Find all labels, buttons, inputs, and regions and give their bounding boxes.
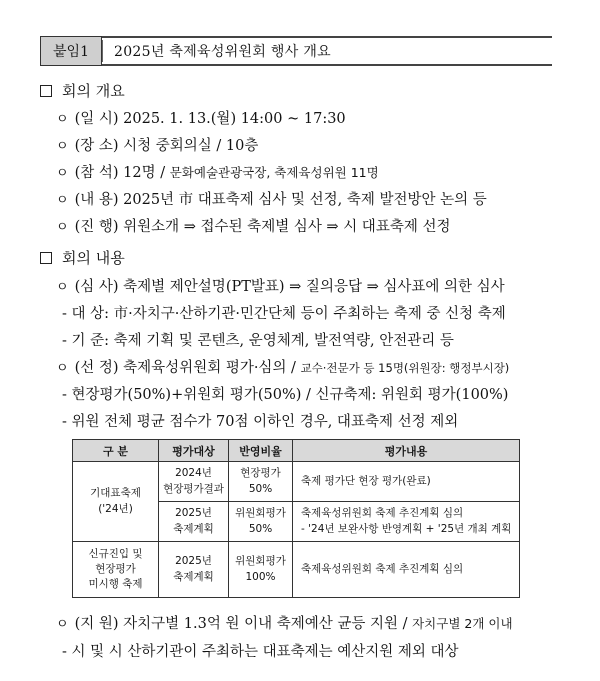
cell-content: 축제 평가단 현장 평가(완료) <box>293 462 520 502</box>
circle-bullet-icon: ㅇ <box>56 220 69 235</box>
header-target: 평가대상 <box>159 440 229 462</box>
cell-text: ('24년) <box>98 502 133 515</box>
item-text: 축제별 제안설명(PT발표) ⇒ 질의응답 ⇒ 심사표에 의한 심사 <box>123 279 505 295</box>
overview-item-progress <box>56 215 450 236</box>
cell-ratio <box>229 542 293 598</box>
section-title: 회의 내용 <box>62 249 125 267</box>
item-label: (내 용) <box>74 192 119 208</box>
cell-ratio <box>229 502 293 542</box>
overview-item-attendees <box>56 161 379 182</box>
cell-text: 미시행 축제 <box>88 578 143 591</box>
cell-text: 2025년 <box>175 507 212 520</box>
item-text: 축제육성위원회 평가·심의 / <box>123 360 296 376</box>
item-label: (지 원) <box>74 616 119 632</box>
item-text: 위원소개 ⇒ 접수된 축제별 심사 ⇒ 시 대표축제 선정 <box>123 219 451 235</box>
section-title: 회의 개요 <box>62 82 125 100</box>
table-header-row <box>73 440 520 462</box>
circle-bullet-icon: ㅇ <box>56 193 69 208</box>
cell-content <box>293 502 520 542</box>
circle-bullet-icon: ㅇ <box>56 166 69 181</box>
cell-text: 신규진입 및 <box>88 547 143 560</box>
item-note: 교수·전문가 등 15명(위원장: 행정부시장) <box>300 361 510 375</box>
cell-text: 위원회평가 <box>235 555 286 568</box>
item-label: (심 사) <box>74 279 119 295</box>
section-heading-content <box>40 247 125 268</box>
cell-target <box>159 502 229 542</box>
overview-item-place <box>56 134 258 155</box>
cell-text: 2024년 <box>175 467 212 480</box>
selection-detail-1: - 현장평가(50%)+위원회 평가(50%) / 신규축제: 위원회 평가(100%) <box>62 387 509 403</box>
cell-target <box>159 462 229 502</box>
cell-text: - '24년 보완사항 반영계획 + '25년 개최 계획 <box>301 522 512 535</box>
section-heading-overview <box>40 80 125 101</box>
cell-ratio <box>229 462 293 502</box>
evaluation-table <box>72 439 520 598</box>
item-label: (진 행) <box>74 219 119 235</box>
cell-text: 50% <box>248 522 273 535</box>
support-detail: - 시 및 시 산하기관이 주최하는 대표축제는 예산지원 제외 대상 <box>62 644 459 660</box>
document-title: 2025년 축제육성위원회 행사 개요 <box>102 36 552 66</box>
circle-bullet-icon: ㅇ <box>56 139 69 154</box>
circle-bullet-icon: ㅇ <box>56 112 69 127</box>
overview-item-datetime <box>56 107 346 128</box>
category-existing <box>73 462 159 542</box>
square-box-icon <box>40 252 52 264</box>
cell-text: 축제계획 <box>173 570 214 583</box>
cell-text: 2025년 <box>175 555 212 568</box>
selection-detail-2: - 위원 전체 평균 점수가 70점 이하인 경우, 대표축제 선정 제외 <box>62 414 459 430</box>
circle-bullet-icon: ㅇ <box>56 361 69 376</box>
content-item-review <box>56 275 505 296</box>
item-label: (참 석) <box>74 165 119 181</box>
cell-text: 100% <box>245 570 276 583</box>
cell-text: 위원회평가 <box>235 507 286 520</box>
item-text: 12명 / <box>123 165 166 181</box>
cell-text: 기대표축제 <box>90 487 141 500</box>
table-row <box>73 462 520 502</box>
cell-content: 축제육성위원회 축제 추진계획 심의 <box>293 542 520 598</box>
cell-text: 현장평가 <box>240 467 281 480</box>
item-text: 2025년 市 대표축제 심사 및 선정, 축제 발전방안 논의 등 <box>123 192 487 208</box>
category-new <box>73 542 159 598</box>
cell-text: 현장평가결과 <box>163 482 224 495</box>
item-text: 자치구별 1.3억 원 이내 축제예산 균등 지원 / <box>123 616 408 632</box>
cell-text: 현장평가 <box>95 562 136 575</box>
square-box-icon <box>40 85 52 97</box>
table-row <box>73 542 520 598</box>
cell-text: 축제계획 <box>173 522 214 535</box>
cell-text: 축제육성위원회 축제 추진계획 심의 <box>301 507 464 520</box>
header-ratio: 반영비율 <box>229 440 293 462</box>
attachment-label: 붙임1 <box>40 36 102 66</box>
cell-target <box>159 542 229 598</box>
item-label: (장 소) <box>74 138 119 154</box>
review-criteria: - 기 준: 축제 기획 및 콘텐츠, 운영체계, 발전역량, 안전관리 등 <box>62 333 454 349</box>
cell-text: 50% <box>248 482 273 495</box>
circle-bullet-icon: ㅇ <box>56 280 69 295</box>
overview-item-content <box>56 188 487 209</box>
header-content: 평가내용 <box>293 440 520 462</box>
item-text: 시청 중회의실 / 10층 <box>123 138 259 154</box>
item-label: (일 시) <box>74 111 119 127</box>
review-target: - 대 상: 市·자치구·산하기관·민간단체 등이 주최하는 축제 중 신청 축제 <box>62 306 506 322</box>
item-text: 2025. 1. 13.(월) 14:00 ~ 17:30 <box>123 111 346 127</box>
header-category: 구 분 <box>73 440 159 462</box>
item-note: 자치구별 2개 이내 <box>412 616 513 631</box>
content-item-selection <box>56 356 509 377</box>
circle-bullet-icon: ㅇ <box>56 617 69 632</box>
item-note: 문화예술관광국장, 축제육성위원 11명 <box>169 165 379 180</box>
content-item-support <box>56 612 513 633</box>
item-label: (선 정) <box>74 360 119 376</box>
document-header <box>40 36 552 66</box>
